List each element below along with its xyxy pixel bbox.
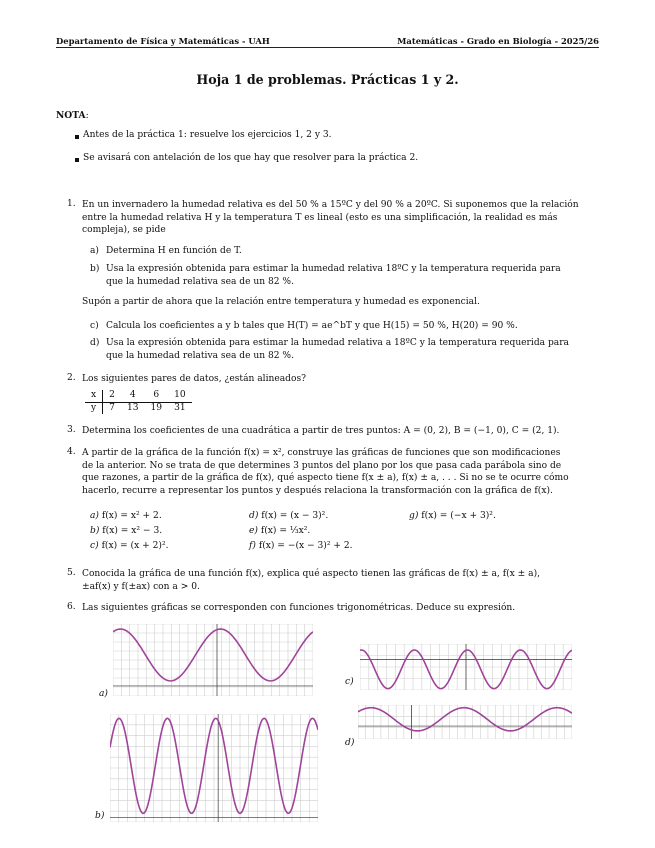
exercise-number: 2. bbox=[67, 373, 76, 383]
exercise-number: 1. bbox=[67, 199, 76, 209]
bullet-icon bbox=[75, 135, 79, 139]
exercise-number: 6. bbox=[67, 602, 76, 612]
header-rule bbox=[56, 47, 599, 48]
graph-b bbox=[110, 714, 318, 822]
exercise-4-text: A partir de la gráfica de la función f(x) = x², construye las gráficas de funciones que son modificaciones de la anterior. No se trata de que determines 3 puntos del plano por los que pasa cada parábola sino de que razones, a partir de la gráfica de f(x), qué aspecto tiene f(x ± a), f(x) ± a, . . . Si no se te ocurre cómo hacerlo, recurre a representar los puntos y después relaciona la transformación con la gráfica de f(x). bbox=[82, 448, 569, 496]
table-row: x 2 4 6 10 bbox=[85, 390, 192, 402]
exercise-4-item: d) f(x) = (x − 3)². bbox=[249, 511, 329, 521]
exercise-5-text: Conocida la gráfica de una función f(x), explica qué aspecto tienen las gráficas de f(x) ± a, f(x ± a), ±af(x) y f(±ax) con a > 0. bbox=[82, 569, 541, 592]
exercise-4-item: g) f(x) = (−x + 3)². bbox=[409, 511, 496, 521]
table-row: y 7 13 19 31 bbox=[85, 402, 192, 414]
exercise-1-mid: Supón a partir de ahora que la relación entre temperatura y humedad es exponencial. bbox=[82, 297, 480, 307]
exercise-1c-label: c) bbox=[90, 321, 99, 331]
exercise-number: 3. bbox=[67, 425, 76, 435]
exercise-3-text: Determina los coeficientes de una cuadrática a partir de tres puntos: A = (0, 2), B = (−1, 0), C = (2, 1). bbox=[82, 426, 560, 436]
exercise-number: 5. bbox=[67, 568, 76, 578]
header-left: Departamento de Física y Matemáticas - UAH bbox=[56, 36, 270, 46]
exercise-2-text: Los siguientes pares de datos, ¿están alineados? bbox=[82, 374, 306, 384]
graph-label: b) bbox=[95, 811, 105, 821]
header-right: Matemáticas - Grado en Biología - 2025/26 bbox=[397, 36, 599, 46]
exercise-1d: Usa la expresión obtenida para estimar la humedad relativa a 18ºC y la temperatura requerida para que la humedad relativa sea de un 82 %. bbox=[106, 338, 569, 361]
graph-label: c) bbox=[345, 677, 354, 687]
exercise-1a: Determina H en función de T. bbox=[106, 246, 242, 256]
exercise-1-text: En un invernadero la humedad relativa es del 50 % a 15ºC y del 90 % a 20ºC. Si suponemos que la relación entre la humedad relativa H y la temperatura T es lineal (esto es una simplificación, la realidad es más compleja), se pide bbox=[82, 200, 579, 236]
exercise-1c: Calcula los coeficientes a y b tales que H(T) = ae^bT y que H(15) = 50 %, H(20) = 90 %. bbox=[106, 321, 518, 331]
exercise-4-item: a) f(x) = x² + 2. bbox=[90, 511, 162, 521]
page-title: Hoja 1 de problemas. Prácticas 1 y 2. bbox=[196, 72, 459, 87]
exercise-4-item: c) f(x) = (x + 2)². bbox=[90, 541, 169, 551]
nota-item: Antes de la práctica 1: resuelve los ejercicios 1, 2 y 3. bbox=[83, 130, 332, 140]
exercise-6-text: Las siguientes gráficas se corresponden con funciones trigonométricas. Deduce su expresión. bbox=[82, 603, 516, 613]
exercise-4-item: e) f(x) = ⅓x². bbox=[249, 526, 311, 536]
exercise-1b-label: b) bbox=[90, 264, 100, 274]
nota-item: Se avisará con antelación de los que hay que resolver para la práctica 2. bbox=[83, 153, 419, 163]
exercise-1b: Usa la expresión obtenida para estimar la humedad relativa 18ºC y la temperatura requerida para que la humedad relativa sea de un 82 %. bbox=[106, 264, 561, 287]
bullet-icon bbox=[75, 158, 79, 162]
nota-label: NOTA: bbox=[56, 110, 89, 121]
exercise-1d-label: d) bbox=[90, 338, 100, 348]
exercise-4-item: b) f(x) = x² − 3. bbox=[90, 526, 163, 536]
graph-label: a) bbox=[99, 689, 108, 699]
graph-a bbox=[113, 624, 313, 696]
graph-label: d) bbox=[345, 738, 355, 748]
exercise-4-item: f) f(x) = −(x − 3)² + 2. bbox=[249, 541, 353, 551]
graph-d bbox=[358, 705, 572, 739]
exercise-number: 4. bbox=[67, 447, 76, 457]
exercise-1a-label: a) bbox=[90, 246, 99, 256]
graph-c bbox=[360, 644, 572, 690]
data-table bbox=[85, 390, 192, 414]
